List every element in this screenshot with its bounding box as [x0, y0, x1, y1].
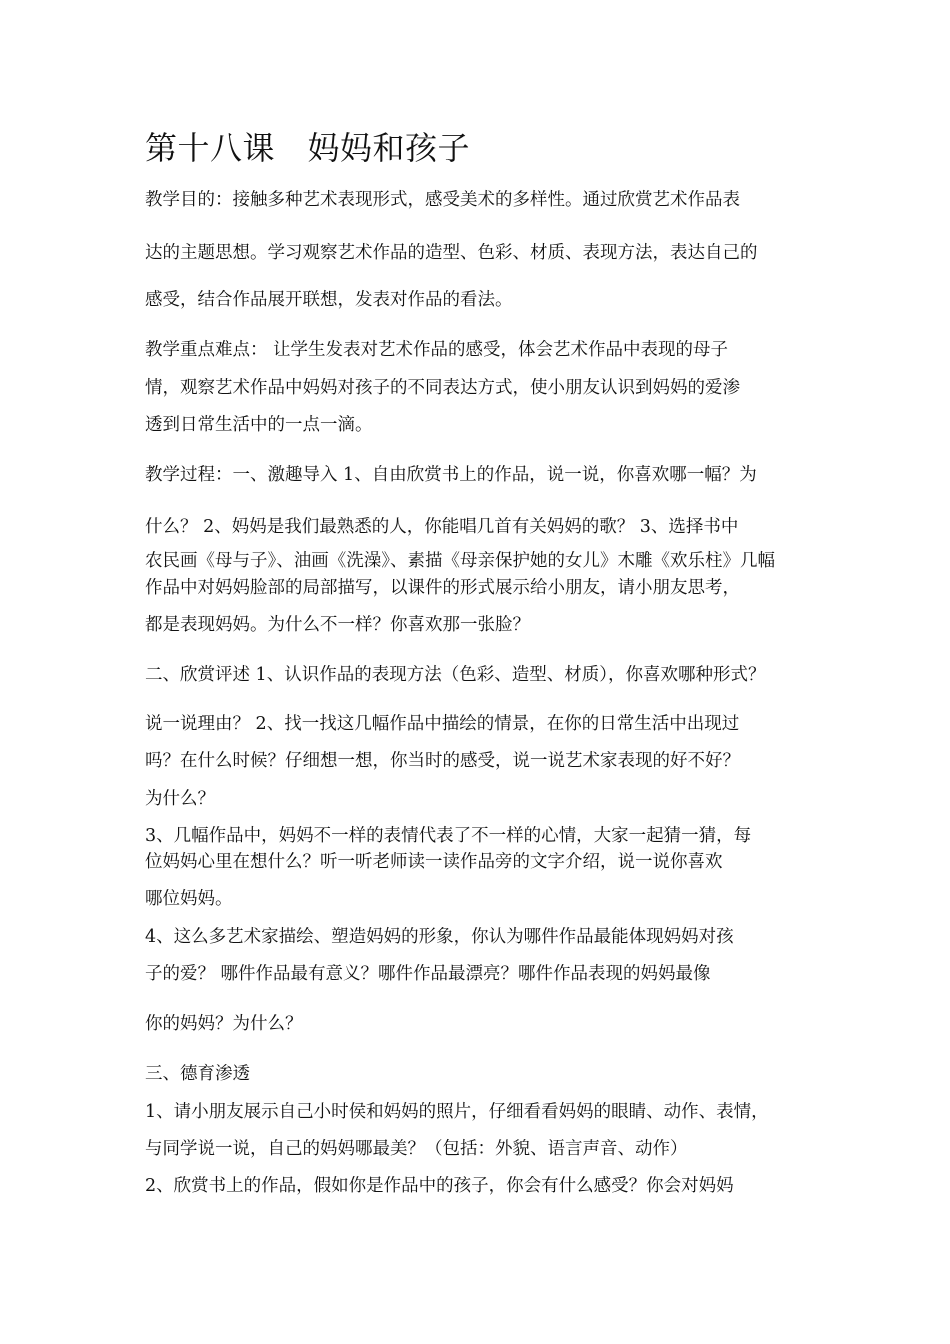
paragraph-line: 农民画《母与子》、油画《洗澡》、素描《母亲保护她的女儿》木雕《欢乐柱》几幅 [145, 551, 775, 571]
paragraph-line: 为什么？ [145, 789, 215, 809]
paragraph-line: 位妈妈心里在想什么？听一听老师读一读作品旁的文字介绍，说一说你喜欢 [145, 852, 723, 872]
paragraph-line: 都是表现妈妈。为什么不一样？你喜欢那一张脸？ [145, 615, 530, 635]
paragraph-line: 教学重点难点： 让学生发表对艺术作品的感受，体会艺术作品中表现的母子 [145, 340, 729, 360]
paragraph-line: 教学目的：接触多种艺术表现形式，感受美术的多样性。通过欣赏艺术作品表 [145, 190, 740, 210]
paragraph-line: 吗？在什么时候？仔细想一想，你当时的感受，说一说艺术家表现的好不好？ [145, 751, 740, 771]
paragraph-line: 4、这么多艺术家描绘、塑造妈妈的形象，你认为哪件作品最能体现妈妈对孩 [145, 927, 734, 947]
paragraph-line: 1、请小朋友展示自己小时侯和妈妈的照片，仔细看看妈妈的眼睛、动作、表情， [145, 1102, 769, 1122]
paragraph-line: 什么？ 2、妈妈是我们最熟悉的人，你能唱几首有关妈妈的歌？ 3、选择书中 [145, 517, 739, 537]
paragraph-line: 你的妈妈？为什么？ [145, 1014, 303, 1034]
paragraph-line: 说一说理由？ 2、找一找这几幅作品中描绘的情景，在你的日常生活中出现过 [145, 714, 740, 734]
paragraph-line: 情，观察艺术作品中妈妈对孩子的不同表达方式，使小朋友认识到妈妈的爱渗 [145, 378, 740, 398]
paragraph-line: 2、欣赏书上的作品，假如你是作品中的孩子，你会有什么感受？你会对妈妈 [145, 1176, 734, 1196]
lesson-title: 第十八课 妈妈和孩子 [145, 129, 471, 167]
paragraph-line: 教学过程：一、激趣导入 1、自由欣赏书上的作品，说一说，你喜欢哪一幅？为 [145, 465, 757, 485]
paragraph-line: 作品中对妈妈脸部的局部描写，以课件的形式展示给小朋友，请小朋友思考， [145, 578, 740, 598]
paragraph-line: 达的主题思想。学习观察艺术作品的造型、色彩、材质、表现方法，表达自己的 [145, 243, 758, 263]
paragraph-line: 哪位妈妈。 [145, 889, 233, 909]
paragraph-line: 子的爱？ 哪件作品最有意义？哪件作品最漂亮？哪件作品表现的妈妈最像 [145, 964, 711, 984]
paragraph-line: 与同学说一说，自己的妈妈哪最美？（包括：外貌、语言声音、动作） [145, 1139, 688, 1159]
paragraph-line: 感受，结合作品展开联想，发表对作品的看法。 [145, 290, 513, 310]
paragraph-line: 二、欣赏评述 1、认识作品的表现方法（色彩、造型、材质），你喜欢哪种形式？ [145, 665, 766, 685]
paragraph-line: 三、德育渗透 [145, 1064, 250, 1084]
paragraph-line: 透到日常生活中的一点一滴。 [145, 415, 373, 435]
paragraph-line: 3、几幅作品中，妈妈不一样的表情代表了不一样的心情，大家一起猜一猜，每 [145, 826, 752, 846]
